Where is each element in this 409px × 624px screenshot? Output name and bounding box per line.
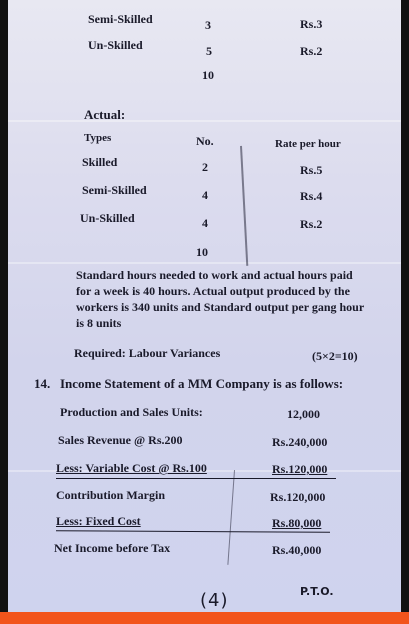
top-row-rate: Rs.2: [300, 44, 323, 58]
statement-value: Rs.80,000: [272, 516, 322, 530]
actual-heading: Actual:: [84, 107, 126, 122]
actual-row-type: Semi-Skilled: [82, 183, 147, 197]
question-title: Income Statement of a MM Company is as follows:: [60, 376, 344, 391]
question-number: 14.: [34, 376, 51, 391]
actual-row-rate: Rs.2: [300, 217, 323, 231]
col-types: Types: [84, 132, 112, 144]
col-rate: Rate per hour: [275, 138, 341, 150]
paragraph-line: workers is 340 units and Standard output per gang hour: [76, 300, 365, 314]
paragraph-line: for a week is 40 hours. Actual output produced by the: [76, 284, 350, 298]
actual-row-no: 4: [202, 216, 208, 230]
underline-rule: [56, 530, 330, 532]
paragraph-line: is 8 units: [76, 316, 122, 330]
actual-row-type: Un-Skilled: [80, 211, 135, 225]
top-total: 10: [202, 68, 214, 82]
fold-line: [227, 470, 235, 565]
statement-label: Net Income before Tax: [54, 541, 171, 555]
statement-value: Rs.40,000: [272, 543, 322, 557]
exam-page: [8, 0, 401, 612]
statement-value: Rs.240,000: [272, 435, 328, 449]
col-no: No.: [196, 134, 214, 148]
required-text: Required: Labour Variances: [74, 346, 221, 360]
paper-crease: [8, 120, 401, 122]
actual-row-no: 2: [202, 160, 208, 174]
paragraph-line: Standard hours needed to work and actual hours paid: [76, 268, 353, 282]
fold-line: [240, 146, 248, 266]
actual-row-type: Skilled: [82, 155, 118, 169]
top-row-rate: Rs.3: [300, 17, 323, 31]
statement-value: Rs.120,000: [270, 490, 326, 504]
statement-value: Rs.120,000: [272, 462, 328, 476]
statement-label: Less: Variable Cost @ Rs.100: [56, 461, 207, 475]
statement-label: Sales Revenue @ Rs.200: [58, 433, 183, 447]
actual-row-no: 4: [202, 188, 208, 202]
top-row-type: Semi-Skilled: [88, 12, 153, 26]
paper-crease: [8, 262, 401, 264]
underline-rule: [56, 478, 336, 479]
bottom-stripe: [0, 612, 409, 624]
actual-total: 10: [196, 245, 208, 259]
pto-label: P.T.O.: [300, 585, 334, 598]
actual-row-rate: Rs.4: [300, 189, 323, 203]
page-number: (4): [200, 590, 229, 611]
required-marks: (5×2=10): [312, 349, 358, 363]
statement-label: Production and Sales Units:: [60, 405, 203, 419]
actual-row-rate: Rs.5: [300, 163, 323, 177]
statement-value: 12,000: [287, 407, 320, 421]
top-row-no: 3: [205, 18, 211, 32]
top-row-type: Un-Skilled: [88, 38, 143, 52]
statement-label: Contribution Margin: [56, 488, 166, 502]
top-row-no: 5: [206, 44, 212, 58]
statement-label: Less: Fixed Cost: [56, 514, 141, 528]
